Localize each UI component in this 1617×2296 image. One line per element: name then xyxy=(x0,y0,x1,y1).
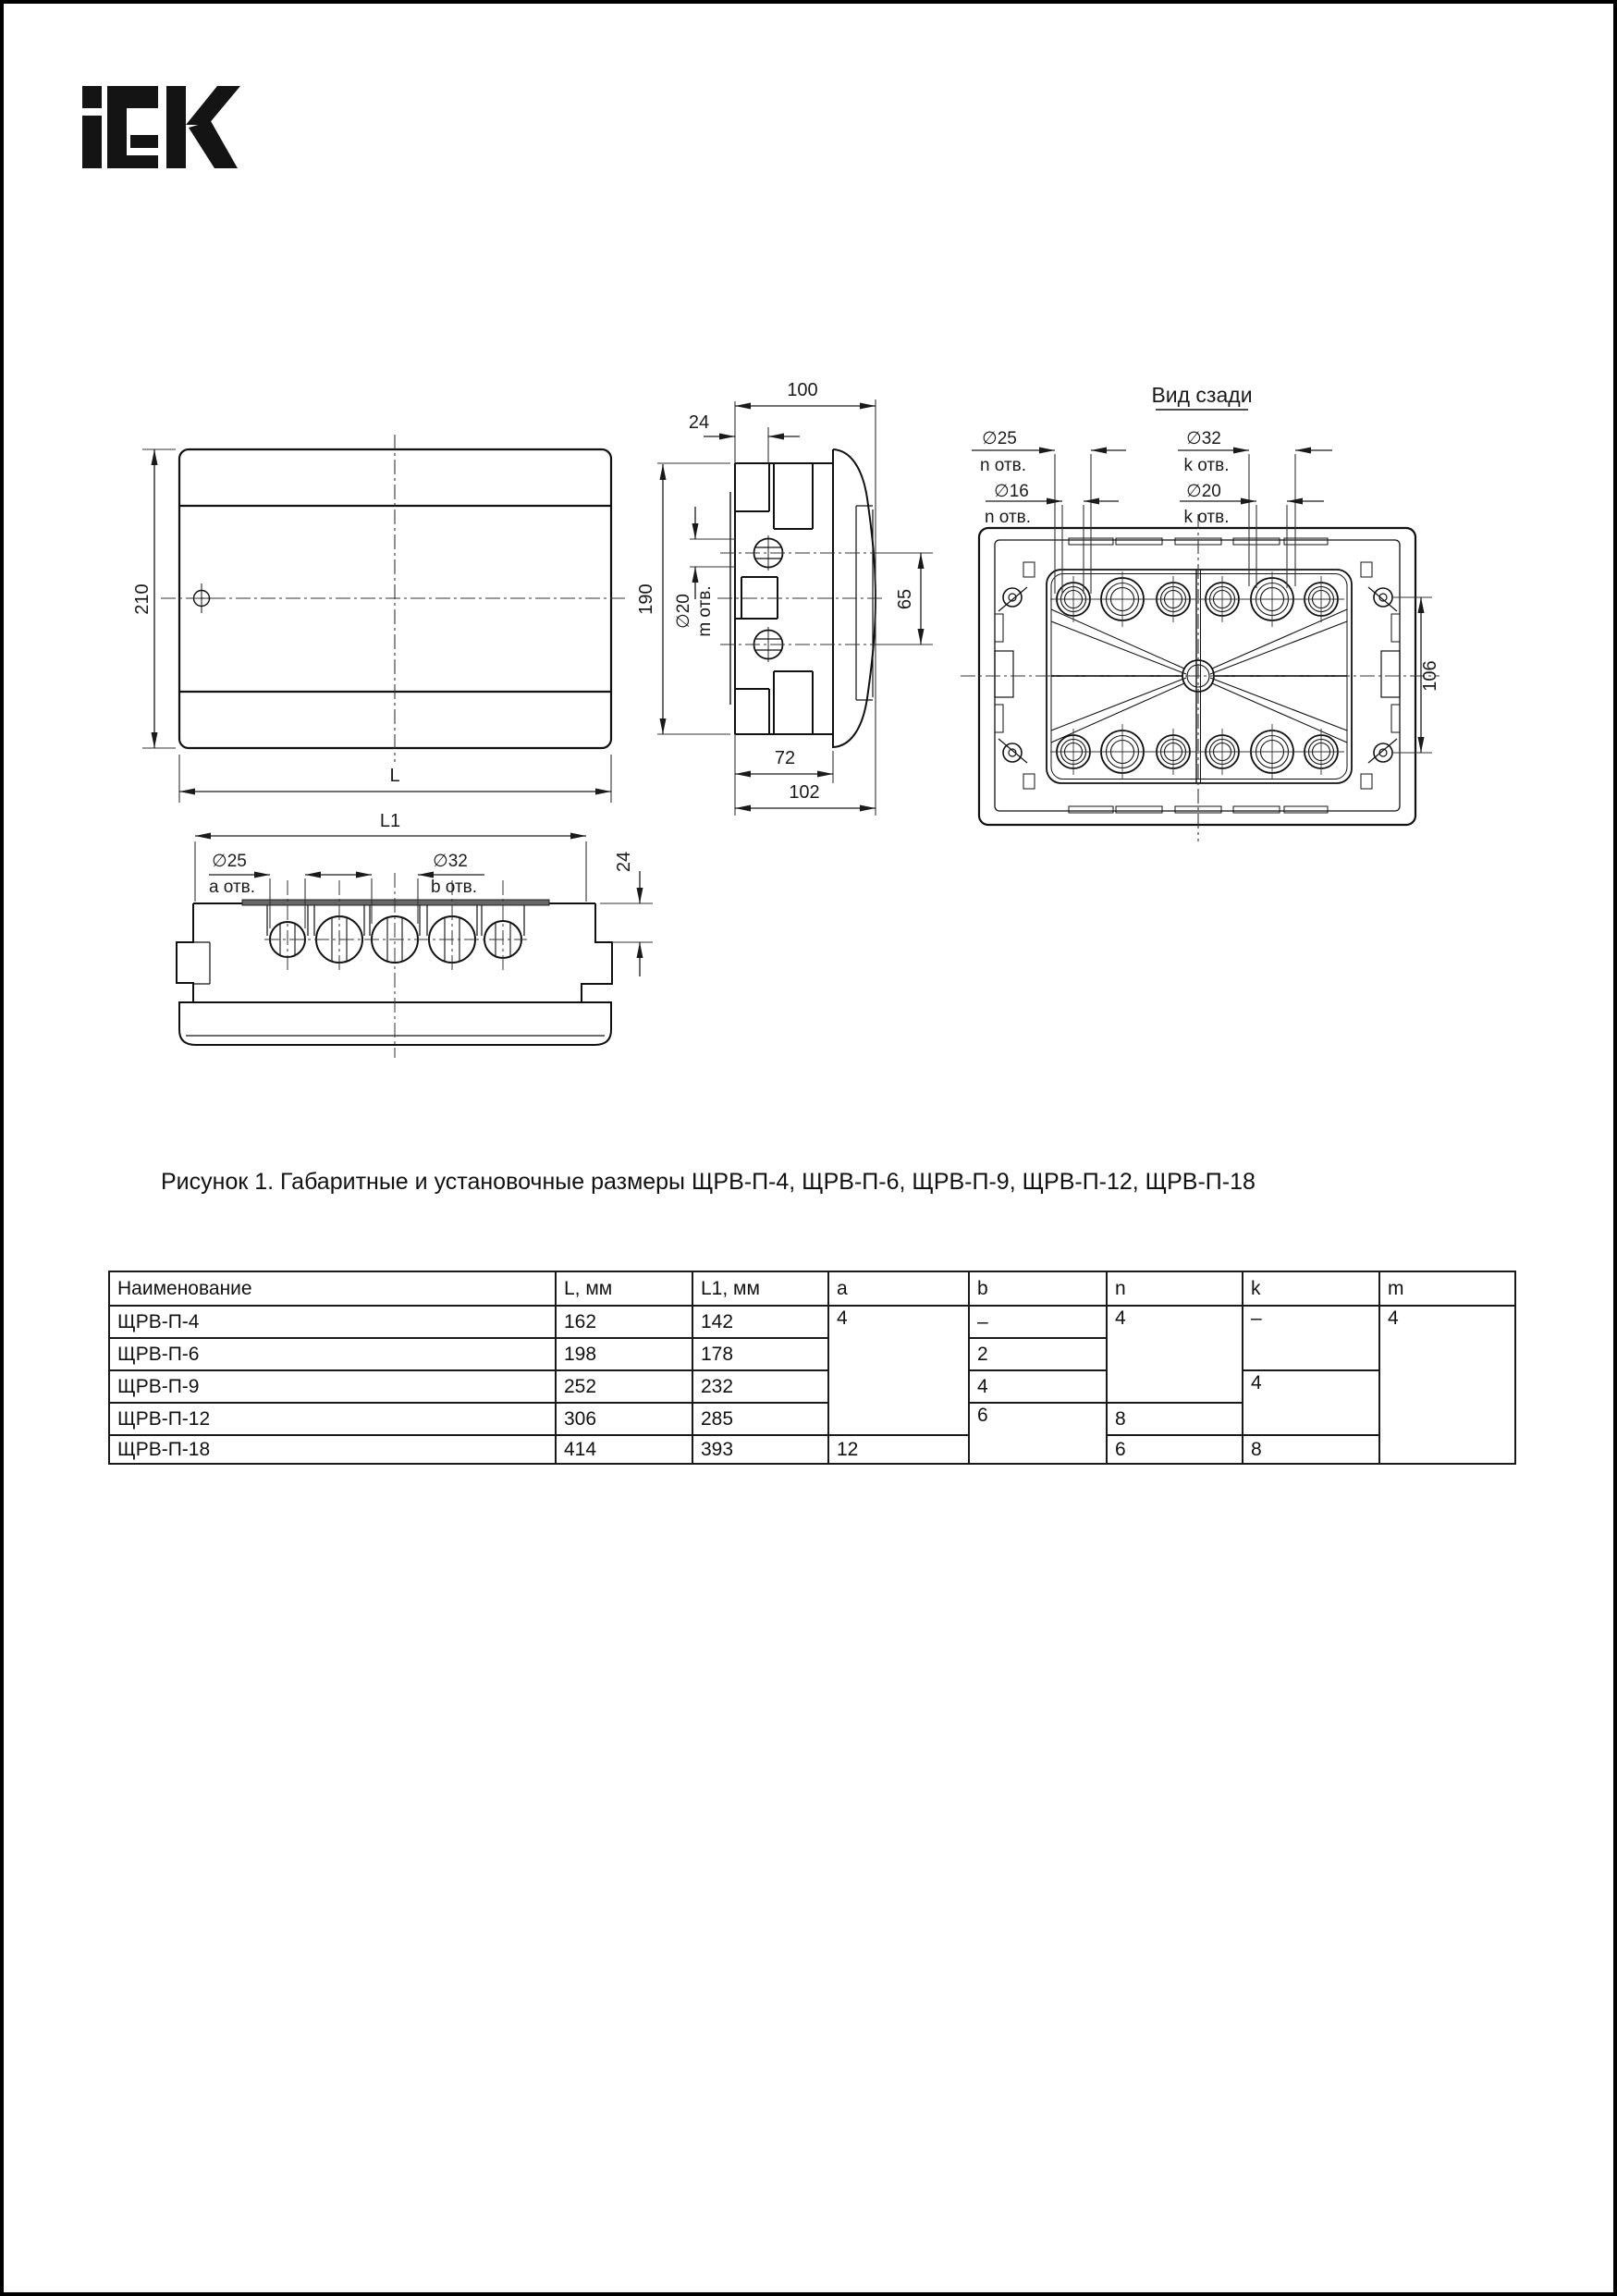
dim-side-screw-dia: ∅20 xyxy=(674,594,693,629)
cell-l: 252 xyxy=(556,1370,692,1403)
cell-l: 198 xyxy=(556,1338,692,1370)
col-header-b: b xyxy=(969,1271,1107,1306)
side-view xyxy=(636,380,933,816)
iek-logo xyxy=(82,86,240,168)
col-header-l1: L1, мм xyxy=(692,1271,828,1306)
dim-side-width: 100 xyxy=(787,380,818,400)
col-header-n: n xyxy=(1107,1271,1243,1306)
cell-n: 6 xyxy=(1107,1435,1243,1464)
dim-bottom-width: L1 xyxy=(379,811,401,831)
col-header-name: Наименование xyxy=(109,1271,556,1306)
cell-l1: 142 xyxy=(692,1306,828,1338)
front-view xyxy=(132,435,629,803)
figure-caption: Рисунок 1. Габаритные и установочные размеры ЩРВ-П-4, ЩРВ-П-6, ЩРВ-П-9, ЩРВ-П-12, ЩРВ-П-18 xyxy=(161,1169,1256,1195)
cell-a: 12 xyxy=(828,1435,969,1464)
dim-side-depth-total: 102 xyxy=(789,782,820,803)
col-header-a: a xyxy=(828,1271,969,1306)
dim-front-width: L xyxy=(389,766,400,786)
dim-rear-hole2-count: n отв. xyxy=(984,508,1032,527)
dim-side-depth-box: 72 xyxy=(774,748,796,768)
cell-name: ЩРВ-П-4 xyxy=(109,1306,556,1338)
rear-view xyxy=(961,383,1440,841)
table-row xyxy=(109,1370,1515,1403)
rear-view-title: Вид сзади xyxy=(1151,383,1253,407)
col-header-k: k xyxy=(1243,1271,1379,1306)
dim-rear-hole4-count: k отв. xyxy=(1183,508,1230,527)
cell-l1: 178 xyxy=(692,1338,828,1370)
cell-name: ЩРВ-П-9 xyxy=(109,1370,556,1403)
dim-rear-mount-span: 106 xyxy=(1420,660,1440,692)
table-header-row xyxy=(109,1271,1515,1306)
dimensions-table xyxy=(108,1271,1516,1465)
col-header-l: L, мм xyxy=(556,1271,692,1306)
dim-rear-hole2-dia: ∅16 xyxy=(994,482,1029,501)
cell-name: ЩРВ-П-12 xyxy=(109,1403,556,1435)
cell-name: ЩРВ-П-18 xyxy=(109,1435,556,1464)
cell-l: 414 xyxy=(556,1435,692,1464)
cell-k: 8 xyxy=(1243,1435,1379,1464)
cell-a: 4 xyxy=(828,1306,969,1435)
dim-rear-hole1-count: n отв. xyxy=(979,456,1027,475)
cell-l: 162 xyxy=(556,1306,692,1338)
dim-side-screw-count: m отв. xyxy=(695,585,715,637)
cell-n: 8 xyxy=(1107,1403,1243,1435)
cell-l: 306 xyxy=(556,1403,692,1435)
dim-rear-hole1-dia: ∅25 xyxy=(982,429,1017,448)
dim-side-recess: 24 xyxy=(688,412,710,433)
dim-bottom-hole-big-count: b отв. xyxy=(430,878,478,897)
table-row xyxy=(109,1435,1515,1464)
cell-b: 6 xyxy=(969,1403,1107,1464)
dim-bottom-hole-big-dia: ∅32 xyxy=(433,852,468,871)
bottom-view xyxy=(177,811,653,1058)
cell-k: – xyxy=(1243,1306,1379,1370)
col-header-m: m xyxy=(1379,1271,1515,1306)
cell-k: 4 xyxy=(1243,1370,1379,1435)
cell-l1: 393 xyxy=(692,1435,828,1464)
dim-bottom-depth: 24 xyxy=(614,851,634,873)
cell-n: 4 xyxy=(1107,1306,1243,1403)
table-row xyxy=(109,1306,1515,1338)
dim-rear-hole3-dia: ∅32 xyxy=(1186,429,1221,448)
dim-rear-hole3-count: k отв. xyxy=(1183,456,1230,475)
dim-rear-hole4-dia: ∅20 xyxy=(1186,482,1221,501)
cell-l1: 232 xyxy=(692,1370,828,1403)
technical-drawing xyxy=(4,4,1617,1160)
cell-b: 2 xyxy=(969,1338,1107,1370)
dim-bottom-hole-small-dia: ∅25 xyxy=(212,852,247,871)
cell-l1: 285 xyxy=(692,1403,828,1435)
cell-m: 4 xyxy=(1379,1306,1515,1464)
dim-bottom-hole-small-count: a отв. xyxy=(208,878,256,897)
cell-b: – xyxy=(969,1306,1107,1338)
dim-front-height: 210 xyxy=(132,583,153,615)
dim-side-screw-span: 65 xyxy=(895,588,915,610)
dim-side-height: 190 xyxy=(636,583,656,615)
cell-name: ЩРВ-П-6 xyxy=(109,1338,556,1370)
cell-b: 4 xyxy=(969,1370,1107,1403)
